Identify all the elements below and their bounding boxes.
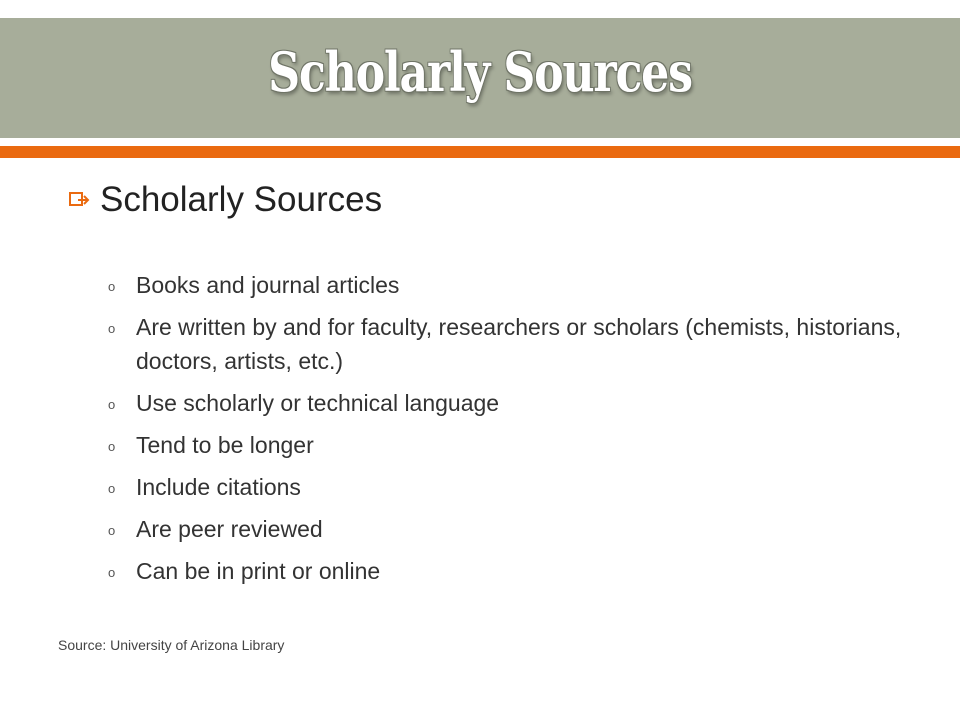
circle-bullet-icon: o [108,439,116,454]
list-item-text: Tend to be longer [136,432,314,458]
list-item-text: Use scholarly or technical language [136,390,500,416]
hollow-square-arrow-icon [68,189,90,211]
list-item-text: Can be in print or online [136,558,381,584]
circle-bullet-icon: o [108,397,116,412]
circle-bullet-icon: o [108,523,116,538]
list-item [108,428,928,462]
list-item-text: Books and journal articles [136,272,400,298]
list-item-text: Are peer reviewed [136,516,323,542]
list-item-text: Are written by and for faculty, researchers or scholars (chemists, historians, doctors, artists, etc.) [136,314,902,374]
circle-bullet-icon: o [108,321,116,336]
circle-bullet-icon: o [108,565,116,580]
heading-text: Scholarly Sources [100,180,383,219]
bullet-list [108,268,928,596]
list-item [108,470,928,504]
accent-bar [0,146,960,158]
list-item [108,310,928,378]
list-item [108,386,928,420]
list-item-text: Include citations [136,474,301,500]
circle-bullet-icon: o [108,279,116,294]
source-note: Source: University of Arizona Library [58,637,285,653]
slide-title: Scholarly Sources [268,40,692,104]
heading-row [68,176,382,224]
list-item [108,554,928,588]
circle-bullet-icon: o [108,481,116,496]
list-item [108,512,928,546]
list-item [108,268,928,302]
